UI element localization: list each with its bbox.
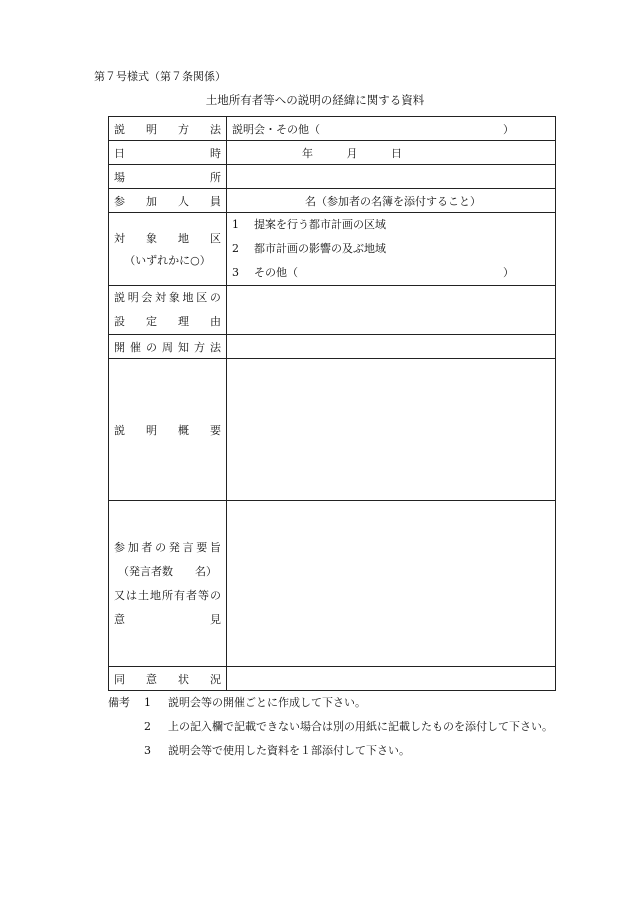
participants-text: 名（参加者の名簿を添付すること） [305, 194, 481, 208]
label-participants: 参 加 人 員 [109, 189, 227, 213]
label-datetime: 日 時 [109, 141, 227, 165]
form-table [108, 116, 556, 691]
label-method: 説 明 方 法 [109, 117, 227, 141]
value-notice-method[interactable] [227, 335, 556, 359]
note-item: 2 上の記入欄で記載できない場合は別の用紙に記載したものを添付して下さい。 [144, 720, 553, 733]
area-option-3[interactable]: 3 その他（ ） [232, 266, 514, 279]
method-close-paren: ） [503, 122, 514, 136]
row-consent [109, 667, 556, 691]
note-item: 備考 1 説明会等の開催ごとに作成して下さい。 [108, 694, 553, 718]
notes-heading: 備考 [108, 696, 130, 709]
value-place[interactable] [227, 165, 556, 189]
label-notice-method: 開 催 の 周 知 方 法 [109, 335, 227, 359]
day-label: 日 [391, 146, 402, 160]
value-method[interactable] [227, 117, 556, 141]
label-opinions: 参 加 者 の 発 言 要 旨 （発言者数 名） 又 は 土 地 所 有 者 等 の 意 見 [109, 501, 227, 667]
row-summary [109, 359, 556, 501]
row-notice-method [109, 335, 556, 359]
row-place [109, 165, 556, 189]
row-opinions [109, 501, 556, 667]
label-place: 場 所 [109, 165, 227, 189]
method-prefix: 説明会・その他（ [232, 122, 320, 136]
row-participants [109, 189, 556, 213]
value-area-reason[interactable] [227, 286, 556, 335]
label-target-area: 対 象 地 区 （いずれかに○） [109, 213, 227, 286]
row-method [109, 117, 556, 141]
notes-section [108, 694, 553, 766]
value-opinions[interactable] [227, 501, 556, 667]
value-summary[interactable] [227, 359, 556, 501]
row-area-reason [109, 286, 556, 335]
value-datetime[interactable] [227, 141, 556, 165]
label-summary: 説 明 概 要 [109, 359, 227, 501]
form-number: 第７号様式（第７条関係） [94, 70, 226, 83]
year-label: 年 [302, 146, 313, 160]
area-option-2[interactable]: 2 都市計画の影響の及ぶ地域 [232, 242, 386, 255]
target-area-hint: （いずれかに○） [124, 254, 211, 267]
area-option-1[interactable]: 1 提案を行う都市計画の区域 [232, 218, 386, 231]
month-label: 月 [346, 146, 358, 160]
document-title: 土地所有者等への説明の経緯に関する資料 [205, 93, 425, 107]
value-target-area [227, 213, 556, 286]
label-consent: 同 意 状 況 [109, 667, 227, 691]
value-consent[interactable] [227, 667, 556, 691]
row-target-area [109, 213, 556, 286]
note-item: 3 説明会等で使用した資料を１部添付して下さい。 [144, 744, 410, 757]
label-area-reason: 説 明 会 対 象 地 区 の 設 定 理 由 [109, 286, 227, 335]
value-participants[interactable] [227, 189, 556, 213]
row-datetime [109, 141, 556, 165]
